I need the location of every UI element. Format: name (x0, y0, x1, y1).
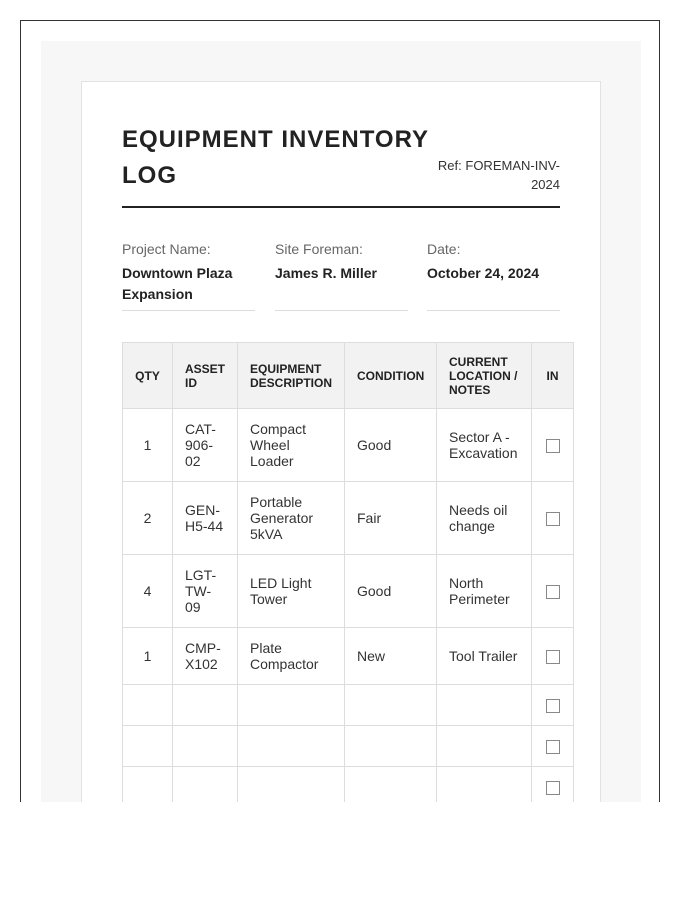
cell-condition[interactable] (345, 767, 437, 803)
cell-qty[interactable] (123, 767, 173, 803)
cell-condition[interactable] (345, 726, 437, 767)
checked-in-checkbox[interactable] (546, 512, 560, 526)
table-row-empty (123, 726, 574, 767)
page-title: EQUIPMENT INVENTORY LOG (122, 126, 429, 189)
cell-in (532, 767, 574, 803)
cell-description[interactable] (238, 685, 345, 726)
checked-in-checkbox[interactable] (546, 439, 560, 453)
header-row (123, 343, 574, 409)
cell-condition: Fair (345, 482, 437, 555)
table-row (123, 482, 574, 555)
project-name-value: Downtown Plaza Expansion (122, 265, 233, 302)
cell-asset-id: CAT-906-02 (173, 409, 238, 482)
date-field (427, 240, 560, 311)
cell-qty: 2 (123, 482, 173, 555)
reference-code: Ref: FOREMAN-INV-2024 (437, 158, 560, 192)
cell-condition: Good (345, 409, 437, 482)
cell-in (532, 482, 574, 555)
cell-location[interactable] (437, 767, 532, 803)
cell-in (532, 409, 574, 482)
column-header-condition: CONDITION (345, 343, 437, 409)
cell-condition: New (345, 628, 437, 685)
page-backdrop (41, 41, 641, 802)
date-label: Date: (427, 241, 461, 257)
column-header-qty: QTY (123, 343, 173, 409)
cell-description: Compact Wheel Loader (238, 409, 345, 482)
table-row-empty (123, 767, 574, 803)
site-foreman-field (275, 240, 408, 311)
cell-description: Portable Generator 5kVA (238, 482, 345, 555)
cell-condition[interactable] (345, 685, 437, 726)
cell-description: Plate Compactor (238, 628, 345, 685)
table-row (123, 628, 574, 685)
cell-in (532, 685, 574, 726)
document-page (81, 81, 601, 802)
cell-in (532, 555, 574, 628)
checked-in-checkbox[interactable] (546, 650, 560, 664)
table-row (123, 555, 574, 628)
cell-asset-id: LGT-TW-09 (173, 555, 238, 628)
cell-location[interactable] (437, 726, 532, 767)
cell-description[interactable] (238, 767, 345, 803)
checked-in-checkbox[interactable] (546, 781, 560, 795)
checked-in-checkbox[interactable] (546, 585, 560, 599)
cell-qty[interactable] (123, 685, 173, 726)
cell-in (532, 726, 574, 767)
column-header-description: EQUIPMENT DESCRIPTION (238, 343, 345, 409)
inventory-table-header (123, 343, 574, 409)
inventory-table (122, 342, 574, 802)
cell-location: Needs oil change (437, 482, 532, 555)
cell-asset-id: CMP-X102 (173, 628, 238, 685)
document-header (122, 122, 560, 208)
checked-in-checkbox[interactable] (546, 740, 560, 754)
date-value: October 24, 2024 (427, 265, 540, 281)
project-name-label: Project Name: (122, 241, 211, 257)
cell-asset-id[interactable] (173, 685, 238, 726)
table-row-empty (123, 685, 574, 726)
cell-in (532, 628, 574, 685)
cell-qty: 1 (123, 628, 173, 685)
cell-asset-id[interactable] (173, 767, 238, 803)
cell-asset-id[interactable] (173, 726, 238, 767)
project-name-field (122, 240, 255, 311)
cell-qty: 1 (123, 409, 173, 482)
site-foreman-label: Site Foreman: (275, 241, 363, 257)
cell-qty: 4 (123, 555, 173, 628)
site-foreman-value: James R. Miller (275, 265, 377, 281)
viewport-frame (20, 20, 660, 802)
table-row (123, 409, 574, 482)
cell-location: Sector A - Excavation (437, 409, 532, 482)
cell-location: Tool Trailer (437, 628, 532, 685)
cell-description: LED Light Tower (238, 555, 345, 628)
inventory-table-body (123, 409, 574, 803)
cell-asset-id: GEN-H5-44 (173, 482, 238, 555)
cell-description[interactable] (238, 726, 345, 767)
cell-location: North Perimeter (437, 555, 532, 628)
column-header-asset-id: ASSET ID (173, 343, 238, 409)
cell-qty[interactable] (123, 726, 173, 767)
checked-in-checkbox[interactable] (546, 699, 560, 713)
column-header-in: IN (532, 343, 574, 409)
column-header-location: CURRENT LOCATION / NOTES (437, 343, 532, 409)
cell-condition: Good (345, 555, 437, 628)
cell-location[interactable] (437, 685, 532, 726)
